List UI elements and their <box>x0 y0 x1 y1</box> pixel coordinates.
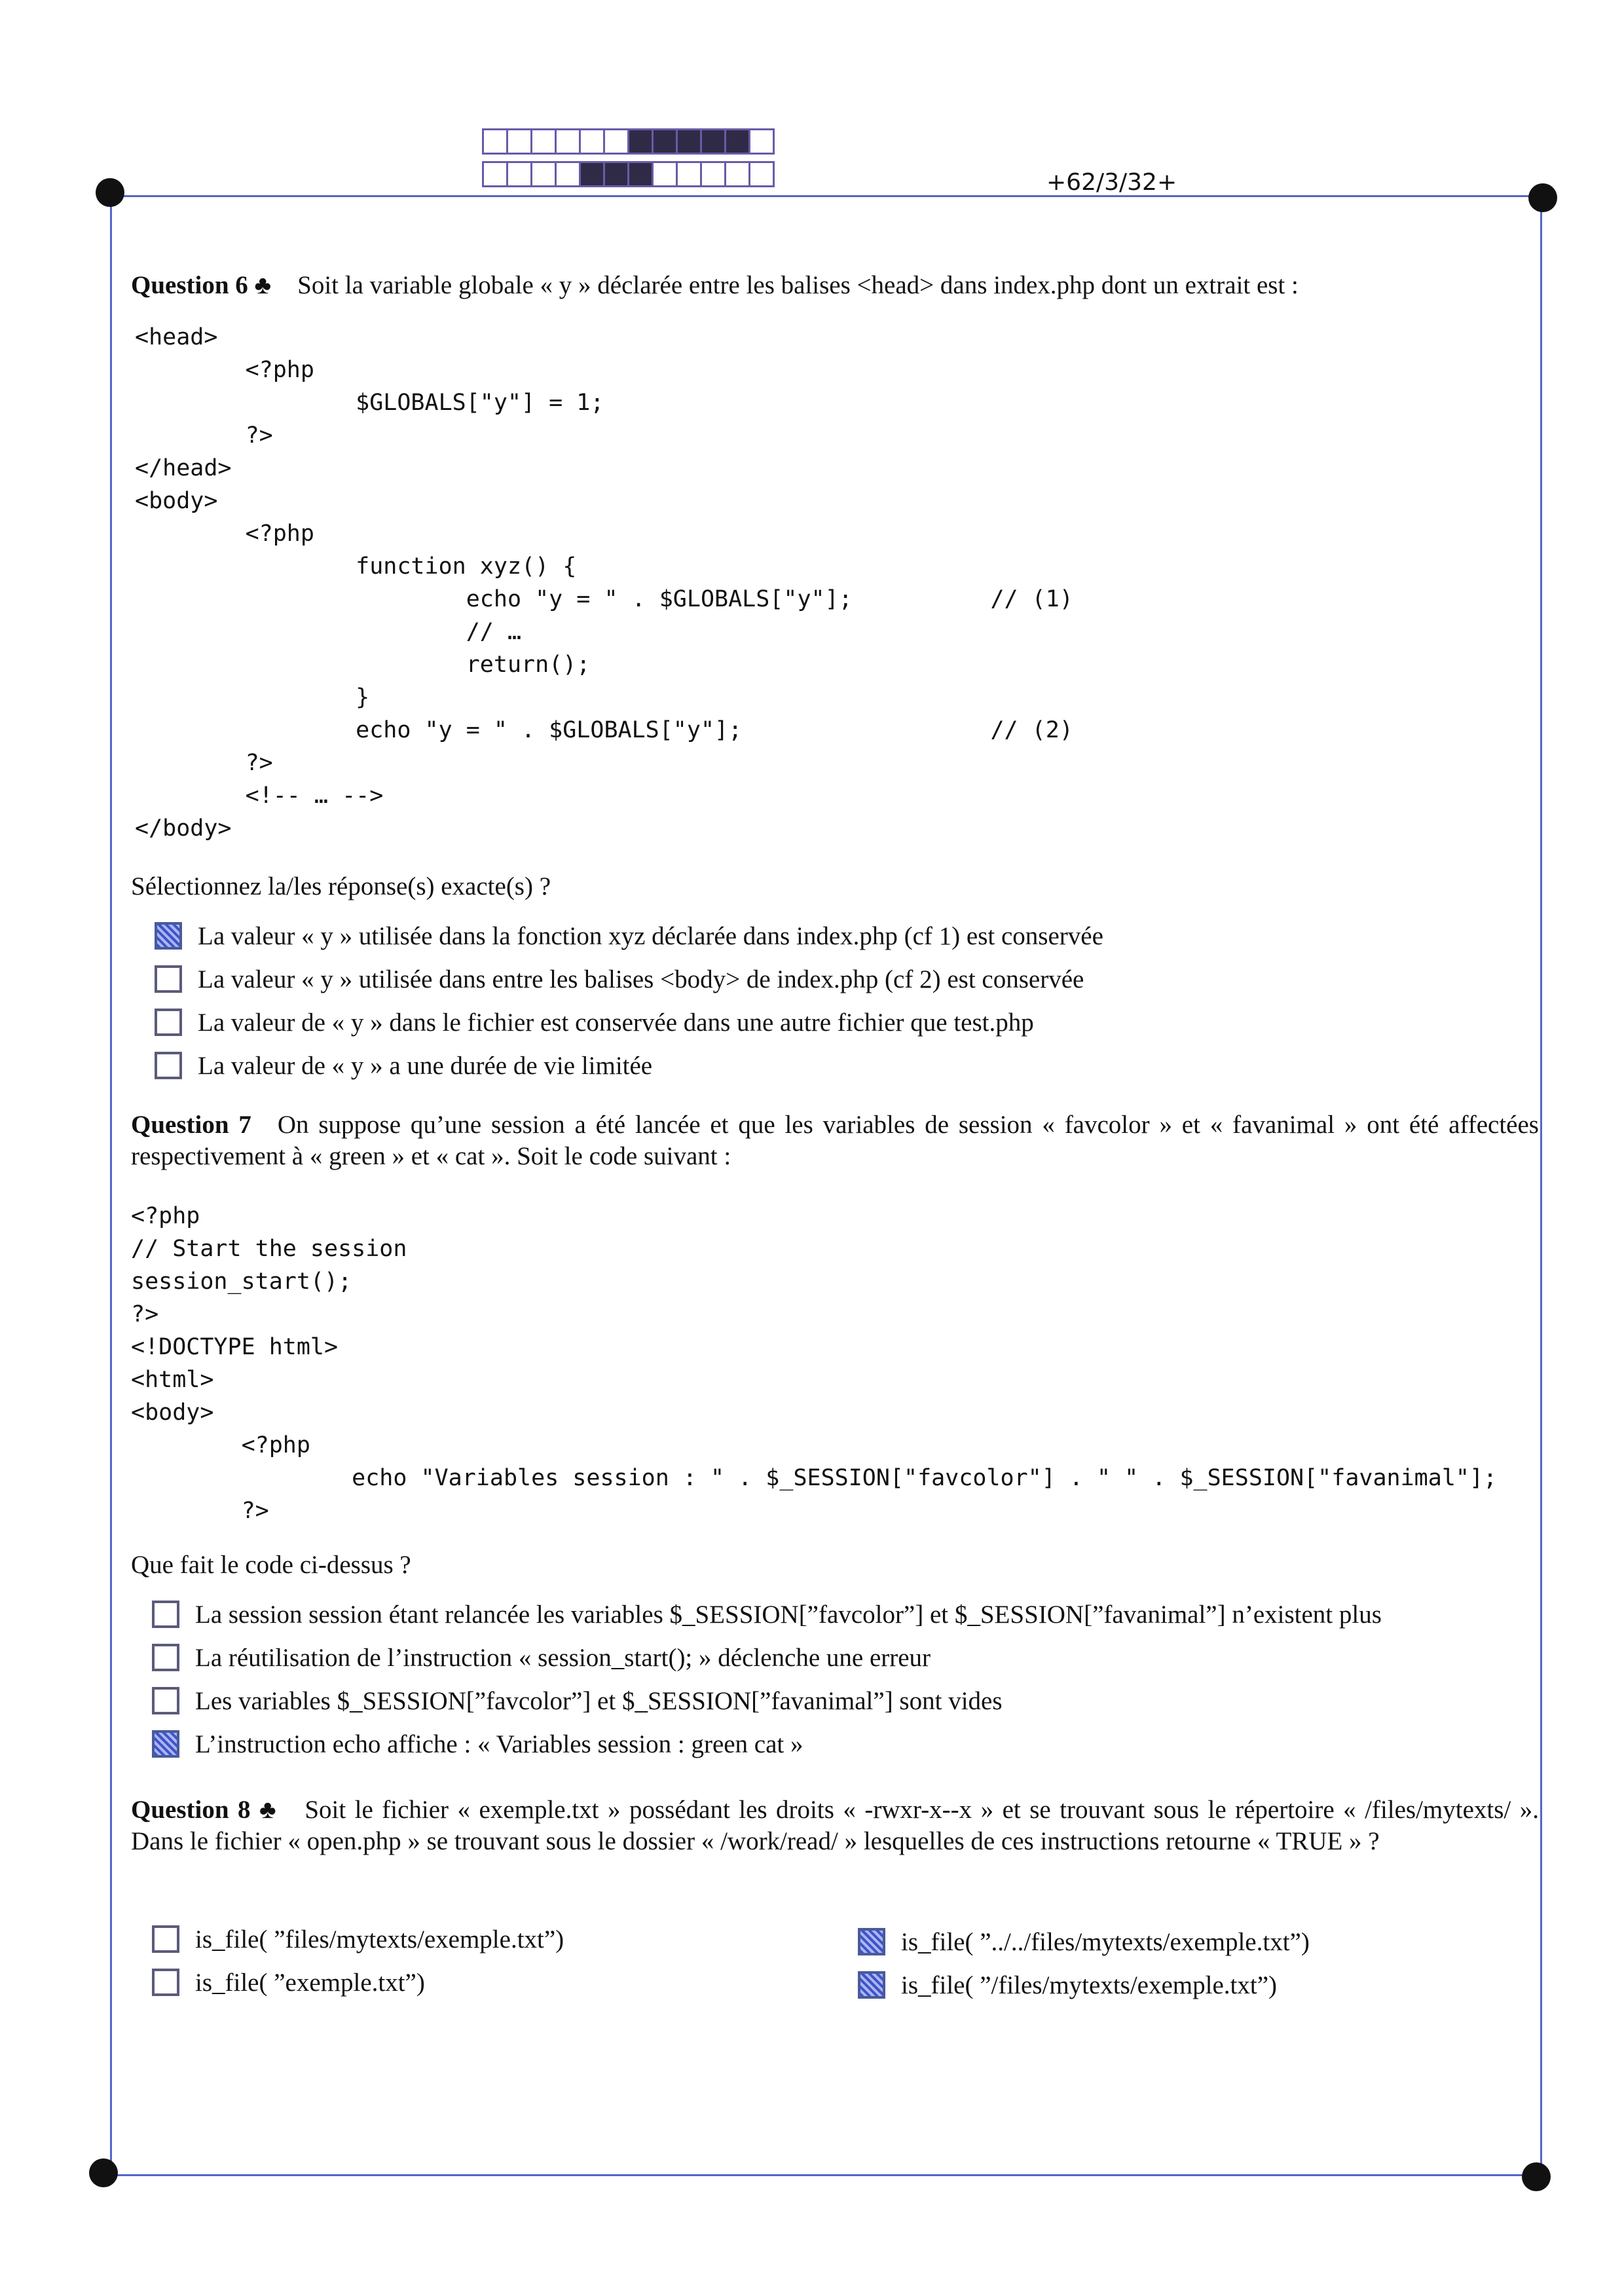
q7-answer-1[interactable] <box>152 1598 1382 1631</box>
barcode-top <box>482 128 775 155</box>
q8-answer-2-checkbox[interactable] <box>152 1969 179 1996</box>
q6-answer-2[interactable] <box>155 963 1084 995</box>
barcode-bottom-cell <box>654 163 678 185</box>
q7-statement <box>131 1109 1539 1172</box>
q7-answer-1-label: La session session étant relancée les variables $_SESSION[”favcolor”] et $_SESSION[”favanimal”] n’existent plus <box>195 1600 1382 1629</box>
q8-answer-3[interactable] <box>858 1925 1310 1958</box>
q7-answer-1-checkbox[interactable] <box>152 1601 179 1628</box>
q7-prompt: Que fait le code ci-dessus ? <box>131 1551 411 1579</box>
barcode-bottom-cell <box>557 163 581 185</box>
barcode-bottom-cell <box>508 163 532 185</box>
frame-bottom-line <box>103 2174 1544 2176</box>
q8-answer-3-label: is_file( ”../../files/mytexts/exemple.txt”) <box>901 1927 1310 1956</box>
barcode-bottom-cell <box>484 163 508 185</box>
barcode-top-cell <box>702 130 726 153</box>
q6-answer-3[interactable] <box>155 1006 1034 1039</box>
q7-answer-4[interactable] <box>152 1728 803 1760</box>
q6-label: Question 6 ♣ <box>131 271 272 299</box>
q7-answer-4-label: L’instruction echo affiche : « Variables session : green cat » <box>195 1730 803 1758</box>
q8-answer-1[interactable] <box>152 1923 564 1955</box>
barcode-top-cell <box>508 130 532 153</box>
frame-left-line <box>110 195 112 2176</box>
frame-right-line <box>1540 196 1542 2174</box>
q6-answer-1-label: La valeur « y » utilisée dans la fonction xyz déclarée dans index.php (cf 1) est conservée <box>198 921 1103 950</box>
q8-answer-2-label: is_file( ”exemple.txt”) <box>195 1968 425 1997</box>
corner-mark-bottom-right <box>1522 2162 1551 2191</box>
q7-label: Question 7 <box>131 1111 251 1139</box>
q6-answer-4-checkbox[interactable] <box>155 1052 182 1079</box>
barcode-top-cell <box>629 130 654 153</box>
barcode-bottom-cell <box>605 163 629 185</box>
corner-mark-bottom-left <box>89 2158 118 2187</box>
q7-text: On suppose qu’une session a été lancée et que les variables de session « favcolor » et « favanimal » ont été affectées respectivement à « green » et « cat ». Soit le code suivant : <box>131 1111 1539 1170</box>
q6-answer-2-checkbox[interactable] <box>155 965 182 993</box>
q8-statement <box>131 1794 1539 1857</box>
corner-mark-top-right <box>1528 183 1557 212</box>
q6-prompt: Sélectionnez la/les réponse(s) exacte(s) ? <box>131 872 551 900</box>
q7-answer-3-checkbox[interactable] <box>152 1687 179 1714</box>
q7-answer-2[interactable] <box>152 1641 931 1674</box>
q6-answer-1-checkbox[interactable] <box>155 922 182 950</box>
q7-answer-4-checkbox[interactable] <box>152 1730 179 1758</box>
q6-text: Soit la variable globale « y » déclarée entre les balises <head> dans index.php dont un extrait est : <box>297 271 1299 299</box>
barcode-top-cell <box>678 130 702 153</box>
barcode-top-cell <box>557 130 581 153</box>
q6-answer-3-label: La valeur de « y » dans le fichier est conservée dans une autre fichier que test.php <box>198 1008 1034 1037</box>
q8-label: Question 8 ♣ <box>131 1796 279 1824</box>
barcode-top-cell <box>605 130 629 153</box>
barcode-bottom <box>482 161 775 187</box>
q8-answer-1-checkbox[interactable] <box>152 1925 179 1953</box>
q8-answer-4-checkbox[interactable] <box>858 1971 885 1999</box>
corner-mark-top-left <box>96 178 124 207</box>
q7-answer-3-label: Les variables $_SESSION[”favcolor”] et $_SESSION[”favanimal”] sont vides <box>195 1686 1003 1715</box>
barcode-top-cell <box>750 130 773 153</box>
barcode-top-cell <box>726 130 750 153</box>
q8-answer-1-label: is_file( ”files/mytexts/exemple.txt”) <box>195 1925 564 1953</box>
q7-answer-2-checkbox[interactable] <box>152 1644 179 1671</box>
q8-answer-3-checkbox[interactable] <box>858 1928 885 1955</box>
barcode-bottom-cell <box>581 163 605 185</box>
barcode-top-cell <box>654 130 678 153</box>
barcode-top-cell <box>581 130 605 153</box>
q7-answer-2-label: La réutilisation de l’instruction « session_start(); » déclenche une erreur <box>195 1643 931 1672</box>
barcode-top-cell <box>484 130 508 153</box>
q6-answer-4-label: La valeur de « y » a une durée de vie limitée <box>198 1051 653 1080</box>
q6-statement <box>131 270 1539 301</box>
q6-answer-3-checkbox[interactable] <box>155 1009 182 1036</box>
barcode-bottom-cell <box>750 163 773 185</box>
barcode-bottom-cell <box>702 163 726 185</box>
barcode-top-cell <box>532 130 557 153</box>
q8-answer-2[interactable] <box>152 1966 425 1999</box>
barcode-bottom-cell <box>629 163 654 185</box>
q8-answer-4[interactable] <box>858 1969 1277 2001</box>
q6-code-block: <head> <?php $GLOBALS["y"] = 1; ?> </head> <body> <?php function xyz() { echo "y = " . $GLOBALS["y"]; // (1) // … return(); } echo "y = " . $GLOBALS["y"]; // (2) ?> <!-- … --> </body> <box>135 324 1073 842</box>
q7-code-block: <?php // Start the session session_start(); ?> <!DOCTYPE html> <html> <body> <?php echo "Variables session : " . $_SESSION["favcolor"] . " " . $_SESSION["favanimal"]; ?> <box>131 1203 1498 1524</box>
barcode-bottom-cell <box>726 163 750 185</box>
barcode-bottom-cell <box>678 163 702 185</box>
q7-answer-3[interactable] <box>152 1684 1003 1717</box>
q6-answer-4[interactable] <box>155 1049 652 1082</box>
frame-top-line <box>110 195 1551 197</box>
q8-answer-4-label: is_file( ”/files/mytexts/exemple.txt”) <box>901 1971 1277 1999</box>
q8-text: Soit le fichier « exemple.txt » possédant les droits « -rwxr-x--x » et se trouvant sous le répertoire « /files/mytexts/ ». Dans le fichier « open.php » se trouvant sous le dossier « /work/read/ » lesquelles de ces instructions retourne « TRUE » ? <box>131 1796 1539 1855</box>
barcode-bottom-cell <box>532 163 557 185</box>
q6-answer-2-label: La valeur « y » utilisée dans entre les balises <body> de index.php (cf 2) est conservée <box>198 965 1084 993</box>
q6-answer-1[interactable] <box>155 919 1103 952</box>
sheet-id: +62/3/32+ <box>1046 169 1177 196</box>
